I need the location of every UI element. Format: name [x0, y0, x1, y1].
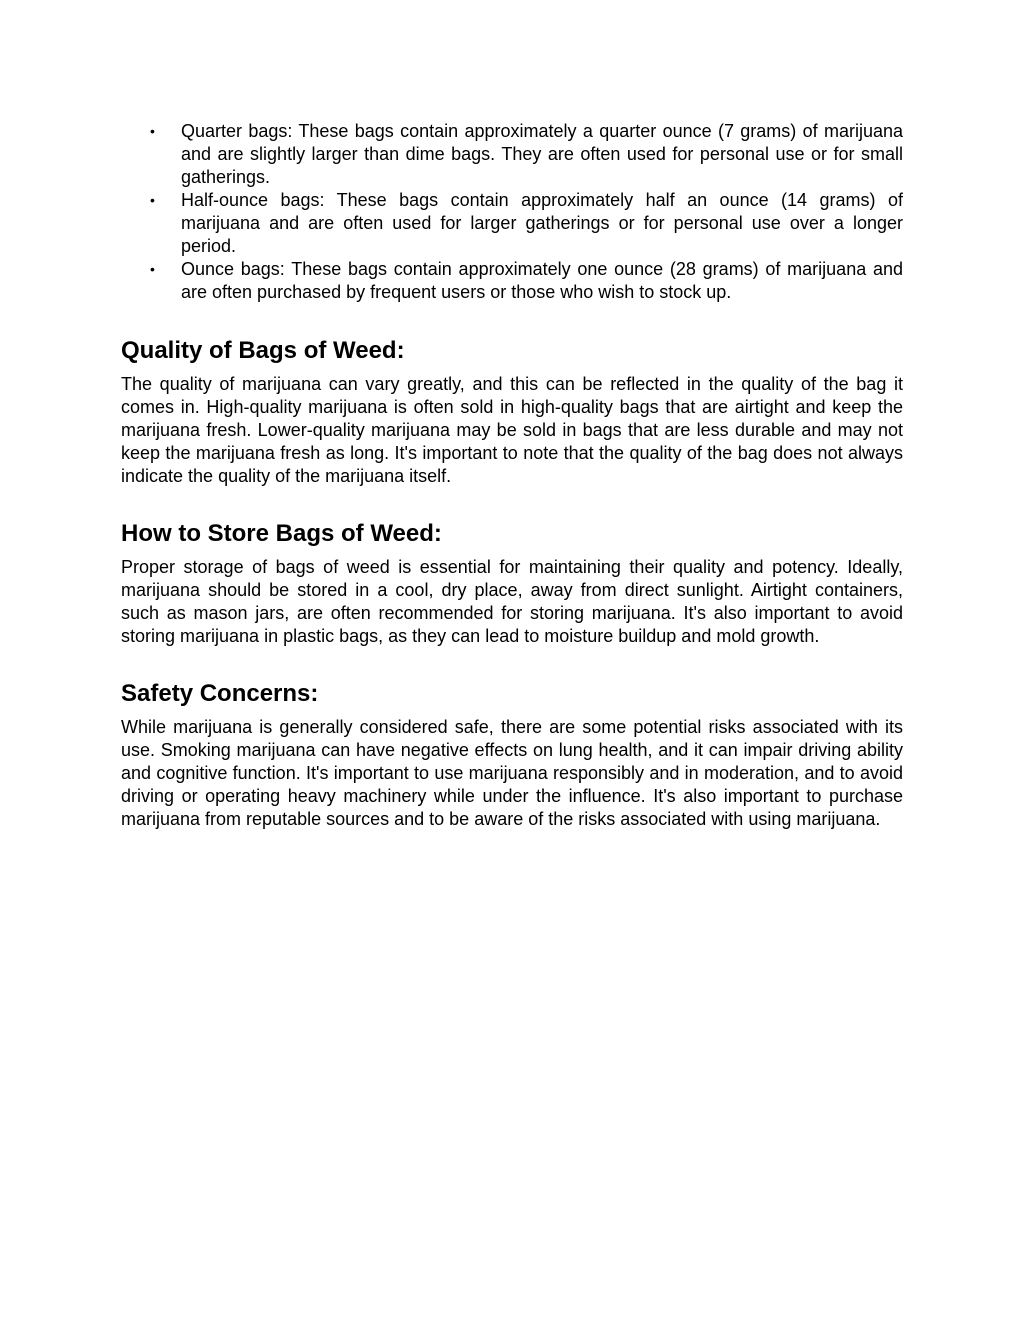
list-item-text: Half-ounce bags: These bags contain approximately half an ounce (14 grams) of marijuana and are often used for larger gatherings or for personal use over a longer period.: [181, 190, 903, 256]
bag-size-list: [121, 120, 903, 304]
bullet-icon: •: [150, 192, 155, 208]
bullet-icon: •: [150, 261, 155, 277]
section-paragraph: While marijuana is generally considered safe, there are some potential risks associated with its use. Smoking marijuana can have negative effects on lung health, and it can impair driving ability and cognitive function. It's important to use marijuana responsibly and in moderation, and to avoid driving or operating heavy machinery while under the influence. It's also important to purchase marijuana from reputable sources and to be aware of the risks associated with using marijuana.: [121, 717, 903, 829]
bullet-icon: •: [150, 123, 155, 139]
section-safety: [121, 680, 903, 831]
section-quality: [121, 337, 903, 488]
document-page: [121, 120, 903, 831]
section-storage: [121, 520, 903, 648]
section-paragraph: Proper storage of bags of weed is essential for maintaining their quality and potency. Ideally, marijuana should be stored in a cool, dry place, away from direct sunlight. Airtight containers, such as mason jars, are often recommended for storing marijuana. It's also important to avoid storing marijuana in plastic bags, as they can lead to moisture buildup and mold growth.: [121, 557, 903, 646]
section-heading: Safety Concerns:: [121, 680, 319, 707]
section-paragraph: The quality of marijuana can vary greatly, and this can be reflected in the quality of the bag it comes in. High-quality marijuana is often sold in high-quality bags that are airtight and keep the marijuana fresh. Lower-quality marijuana may be sold in bags that are less durable and may not keep the marijuana fresh as long. It's important to note that the quality of the bag does not always indicate the quality of the marijuana itself.: [121, 374, 903, 486]
list-item: [121, 258, 903, 304]
section-heading: Quality of Bags of Weed:: [121, 337, 405, 364]
list-item-text: Quarter bags: These bags contain approximately a quarter ounce (7 grams) of marijuana and are slightly larger than dime bags. They are often used for personal use or for small gatherings.: [181, 121, 903, 187]
list-item: [121, 120, 903, 189]
list-item-text: Ounce bags: These bags contain approximately one ounce (28 grams) of marijuana and are often purchased by frequent users or those who wish to stock up.: [181, 259, 903, 302]
list-item: [121, 189, 903, 258]
section-heading: How to Store Bags of Weed:: [121, 520, 442, 547]
